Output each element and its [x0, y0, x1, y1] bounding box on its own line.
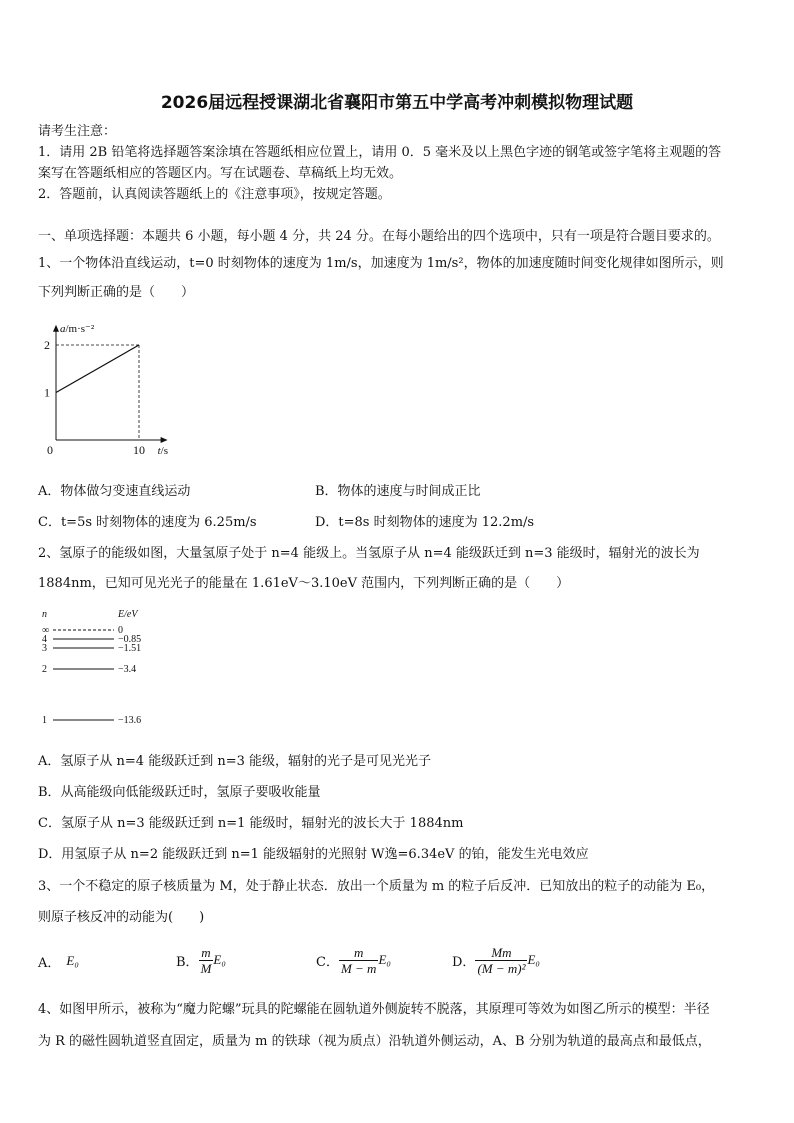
level-number-4: 4: [42, 634, 47, 645]
page-title: 2026届远程授课湖北省襄阳市第五中学高考冲刺模拟物理试题: [160, 93, 634, 113]
energy-level-diagram: [36, 604, 166, 734]
x-axis-arrow: [161, 437, 168, 443]
acceleration-time-chart: [30, 312, 200, 462]
y-tick-label-2: 2: [44, 338, 50, 352]
q2-option-b: B．从高能级向低能级跃迁时，氢原子要吸收能量: [38, 785, 321, 800]
q3-option-c: [316, 940, 391, 980]
q3-option-d-denominator: (M − m)²: [477, 960, 526, 976]
q1-stem-line-a: 1、一个物体沿直线运动，t=0 时刻物体的速度为 1m/s，加速度为 1m/s²，物体的加速度随时间变化规律如图所示，则: [38, 256, 724, 271]
q3-option-b-fraction: [199, 945, 214, 976]
q2-stem-line-b: 1884nm，已知可见光光子的能量在 1.61eV～3.10eV 范围内，下列判断正确的是（ ）: [38, 576, 570, 591]
level-number-inf: ∞: [42, 625, 50, 636]
level-energy-4: −0.85: [118, 634, 142, 645]
q3-option-c-fraction: [339, 945, 379, 976]
q3-option-b-e0: E₀: [213, 952, 226, 967]
level-number-3: 3: [42, 643, 47, 654]
level-energy-2: −3.4: [118, 664, 137, 675]
level-energy-1: −13.6: [118, 715, 142, 726]
q3-option-b-numerator: m: [199, 945, 214, 961]
q3-option-c-numerator: m: [339, 945, 379, 961]
q3-option-c-denominator: M − m: [340, 960, 377, 976]
q3-stem-line-a: 3、一个不稳定的原子核质量为 M，处于静止状态．放出一个质量为 m 的粒子后反冲．已知放出的粒子的动能为 E₀，: [38, 879, 715, 894]
q3-option-b-denominator: M: [200, 960, 212, 976]
series-line: [56, 345, 139, 393]
q3-option-b-label: B．: [176, 954, 199, 970]
y-axis-label: a/m·s⁻²: [60, 322, 95, 335]
q3-option-a: [38, 944, 79, 978]
x-tick-label-10: 10: [133, 443, 145, 457]
q2-option-d: D．用氢原子从 n=2 能级跃迁到 n=1 能级辐射的光照射 W逸=6.34eV 的铂，能发生光电效应: [38, 847, 589, 862]
q4-stem-line-b: 为 R 的磁性圆轨道竖直固定，质量为 m 的铁球（视为质点）沿轨道外侧运动，A、B 分别为轨道的最高点和最低点，: [38, 1034, 711, 1049]
q3-option-c-label: C．: [316, 954, 339, 970]
level-number-2: 2: [42, 664, 47, 675]
level-energy-3: −1.51: [118, 643, 142, 654]
level-number-1: 1: [42, 715, 47, 726]
q3-option-d: [452, 940, 540, 980]
q2-option-c: C．氢原子从 n=3 能级跃迁到 n=1 能级时，辐射光的波长大于 1884nm: [38, 816, 464, 831]
column-header-n: n: [42, 609, 47, 620]
q1-option-c: C．t=5s 时刻物体的速度为 6.25m/s: [38, 515, 257, 530]
notice-heading: 请考生注意：: [38, 124, 117, 139]
notice-line-2: 2．答题前，认真阅读答题纸上的《注意事项》，按规定答题。: [38, 187, 391, 202]
y-axis-arrow: [53, 325, 59, 332]
notice-line-1b: 案写在答题纸相应的答题区内。写在试题卷、草稿纸上均无效。: [38, 166, 403, 181]
y-tick-label-1: 1: [44, 385, 50, 400]
q3-option-c-e0: E₀: [378, 952, 391, 967]
q3-option-a-label: A．: [38, 955, 61, 971]
q3-option-b: [176, 940, 226, 980]
q3-option-d-label: D．: [452, 954, 476, 970]
column-header-energy: E/eV: [118, 609, 138, 620]
q4-stem-line-a: 4、如图甲所示，被称为“魔力陀螺”玩具的陀螺能在圆轨道外侧旋转不脱落，其原理可等效为如图乙所示的模型：半径: [38, 1002, 710, 1017]
level-energy-inf: 0: [118, 625, 123, 636]
q1-option-d: D．t=8s 时刻物体的速度为 12.2m/s: [315, 515, 535, 530]
q3-option-d-numerator: Mm: [475, 945, 527, 961]
q1-option-b: B．物体的速度与时间成正比: [315, 484, 481, 499]
q2-stem-line-a: 2、氢原子的能级如图，大量氢原子处于 n=4 能级上。当氢原子从 n=4 能级跃迁到 n=3 能级时，辐射光的波长为: [38, 546, 700, 561]
notice-line-1a: 1．请用 2B 铅笔将选择题答案涂填在答题纸相应位置上，请用 0．5 毫米及以上黑色字迹的钢笔或签字笔将主观题的答: [38, 145, 722, 160]
q2-option-a: A．氢原子从 n=4 能级跃迁到 n=3 能级，辐射的光子是可见光光子: [38, 754, 431, 769]
q1-stem-line-b: 下列判断正确的是（ ）: [38, 285, 195, 300]
origin-label: 0: [47, 443, 53, 457]
q3-option-a-e0: E₀: [66, 953, 79, 968]
section-heading: 一、单项选择题：本题共 6 小题，每小题 4 分，共 24 分。在每小题给出的四个选项中，只有一项是符合题目要求的。: [38, 229, 720, 244]
q1-option-a: A．物体做匀变速直线运动: [38, 484, 191, 499]
q3-stem-line-b: 则原子核反冲的动能为( ): [38, 910, 205, 925]
q3-option-d-e0: E₀: [527, 952, 540, 967]
x-axis-label: t/s: [157, 445, 169, 457]
q3-option-d-fraction: [475, 945, 527, 976]
